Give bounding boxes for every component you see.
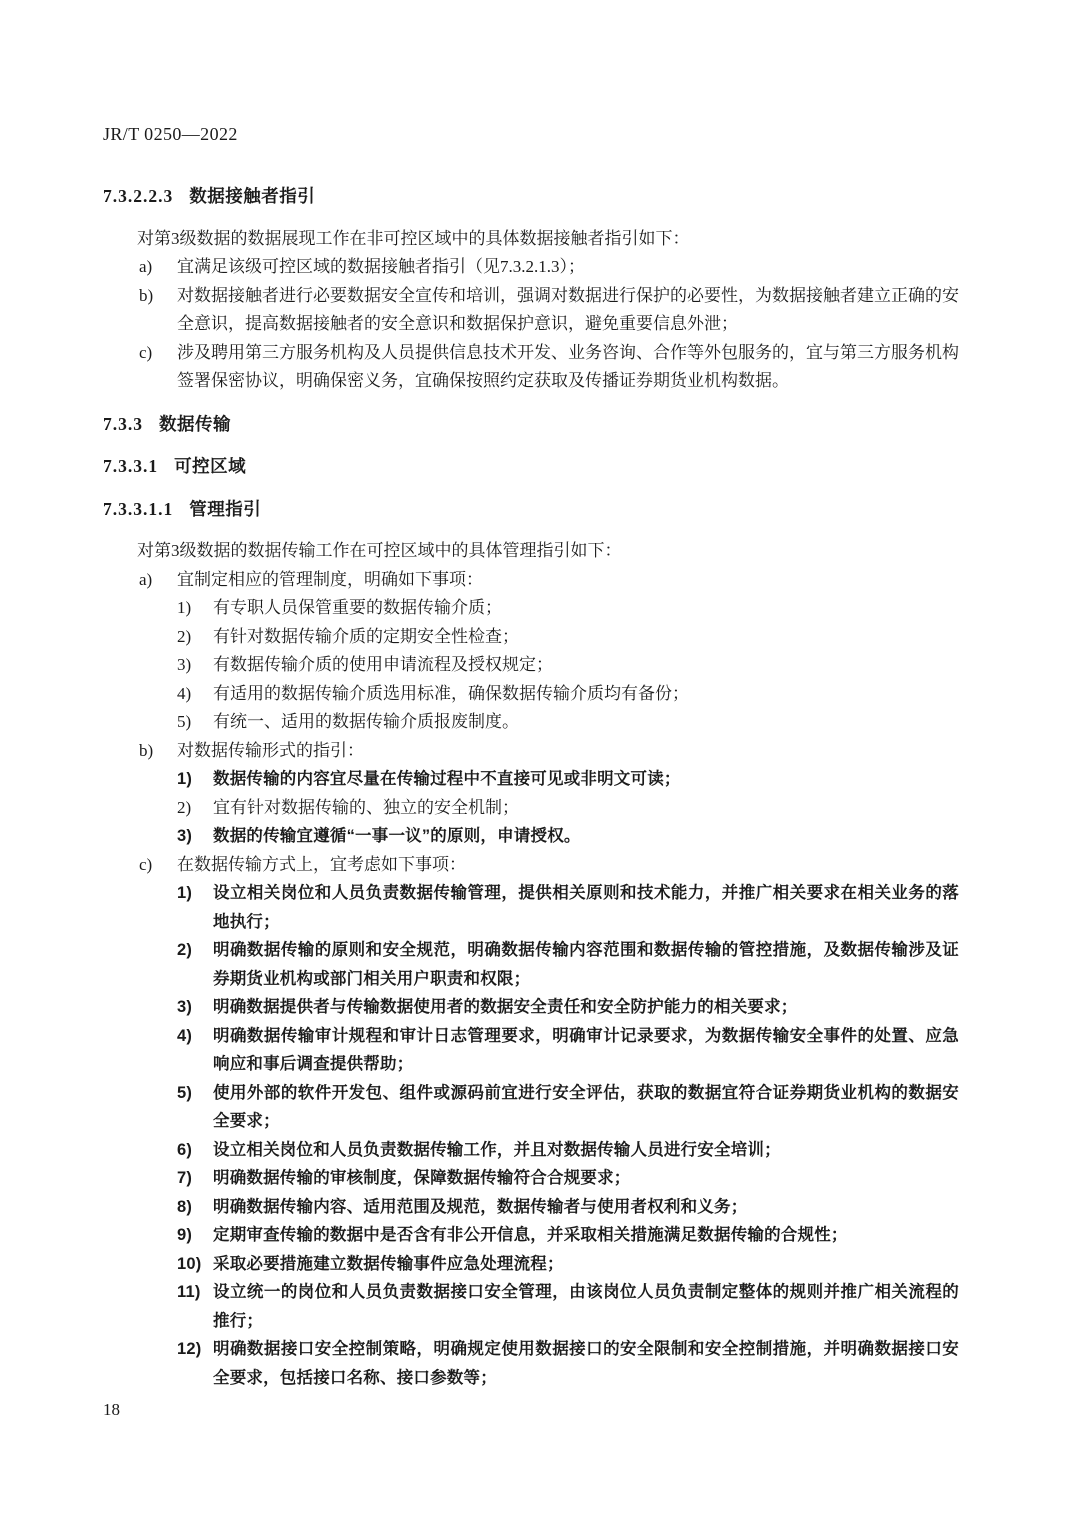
list-item — [103, 1335, 959, 1392]
page-number: 18 — [103, 1400, 120, 1419]
list-item-marker: b) — [139, 740, 154, 760]
list-item — [103, 851, 959, 880]
list-item-marker: 7) — [177, 1169, 193, 1187]
paragraph: 对第3级数据的数据展现工作在非可控区域中的具体数据接触者指引如下： — [137, 228, 690, 248]
list-item — [103, 1079, 959, 1136]
list-item-text: 设立相关岗位和人员负责数据传输工作，并且对数据传输人员进行安全培训； — [213, 1140, 781, 1159]
list-item — [103, 737, 959, 766]
list-item — [103, 566, 959, 595]
list-item-text: 有针对数据传输介质的定期安全性检查； — [213, 626, 519, 646]
list-item — [103, 936, 959, 993]
list-item-marker: b) — [139, 285, 154, 305]
list-item — [103, 765, 959, 794]
document-content — [103, 168, 959, 1392]
list-item-text: 明确数据接口安全控制策略，明确规定使用数据接口的安全限制和安全控制措施，并明确数据接口安全要求，包括接口名称、接口参数等； — [213, 1340, 959, 1387]
list-item-marker: c) — [139, 342, 153, 362]
section-number: 7.3.3 — [103, 413, 143, 434]
list-item-text: 宜制定相应的管理制度，明确如下事项： — [177, 569, 483, 589]
list-item-marker: a) — [139, 569, 153, 589]
section-number: 7.3.2.2.3 — [103, 186, 174, 206]
list-item — [103, 794, 959, 823]
list-item-text: 宜有针对数据传输的、独立的安全机制； — [213, 797, 519, 817]
list-item-marker: 3) — [177, 827, 193, 845]
list-item-text: 采取必要措施建立数据传输事件应急处理流程； — [213, 1254, 564, 1273]
list-item — [103, 339, 959, 396]
list-item — [103, 1136, 959, 1165]
list-item-marker: 4) — [177, 1026, 193, 1045]
list-item-text: 涉及聘用第三方服务机构及人员提供信息技术开发、业务咨询、合作等外包服务的，宜与第三方服务机构签署保密协议，明确保密义务，宜确保按照约定获取及传播证券期货业机构数据。 — [177, 342, 959, 390]
document-header: JR/T 0250—2022 — [103, 124, 238, 144]
paragraph: 对第3级数据的数据传输工作在可控区域中的具体管理指引如下： — [137, 541, 622, 560]
list-item-marker: 6) — [177, 1140, 193, 1159]
section-title: 管理指引 — [189, 498, 262, 519]
list-item-text: 对数据传输形式的指引： — [177, 740, 364, 760]
list-item-marker: 3) — [177, 998, 193, 1016]
list-item-marker: 10) — [177, 1254, 202, 1273]
list-item-text: 定期审查传输的数据中是否含有非公开信息，并采取相关措施满足数据传输的合规性； — [213, 1226, 848, 1244]
list-item — [103, 623, 959, 652]
list-item-text: 明确数据传输的原则和安全规范，明确数据传输内容范围和数据传输的管控措施，及数据传输涉及证券期货业机构或部门相关用户职责和权限； — [213, 941, 959, 988]
list-item-text: 有专职人员保管重要的数据传输介质； — [213, 598, 502, 617]
list-item-marker: 2) — [177, 797, 192, 817]
list-item-text: 明确数据提供者与传输数据使用者的数据安全责任和安全防护能力的相关要求； — [213, 998, 798, 1016]
list-item — [103, 708, 959, 737]
section-number: 7.3.3.1 — [103, 456, 159, 476]
list-item-marker: 4) — [177, 683, 192, 703]
list-item-marker: 2) — [177, 626, 192, 646]
list-item-marker: 1) — [177, 598, 192, 617]
list-item-text: 设立相关岗位和人员负责数据传输管理，提供相关原则和技术能力，并推广相关要求在相关业务的落地执行； — [213, 884, 959, 931]
list-item-marker: 1) — [177, 770, 193, 788]
list-item — [103, 651, 959, 680]
list-item-marker: 3) — [177, 655, 192, 674]
section-heading — [103, 452, 959, 481]
list-item-text: 明确数据传输审计规程和审计日志管理要求，明确审计记录要求，为数据传输安全事件的处置、应急响应和事后调查提供帮助； — [213, 1026, 959, 1073]
list-item-text: 有统一、适用的数据传输介质报废制度。 — [213, 712, 519, 731]
section-title: 可控区域 — [174, 456, 247, 476]
list-item-marker: a) — [139, 257, 153, 276]
list-item-marker: 12) — [177, 1340, 202, 1358]
list-item — [103, 1278, 959, 1335]
list-item — [103, 1022, 959, 1079]
section-heading — [103, 410, 959, 439]
list-item-text: 使用外部的软件开发包、组件或源码前宜进行安全评估，获取的数据宜符合证券期货业机构的数据安全要求； — [213, 1083, 959, 1130]
list-item — [103, 680, 959, 709]
page-footer — [103, 1400, 120, 1420]
list-item-text: 明确数据传输的审核制度，保障数据传输符合合规要求； — [213, 1169, 631, 1187]
list-item-text: 宜满足该级可控区域的数据接触者指引（见7.3.2.1.3）； — [177, 257, 585, 276]
list-item — [103, 1250, 959, 1279]
list-item-text: 数据传输的内容宜尽量在传输过程中不直接可见或非明文可读； — [213, 770, 681, 788]
list-item-marker: 2) — [177, 941, 193, 959]
list-item — [103, 1164, 959, 1193]
list-item — [103, 1221, 959, 1250]
list-item-text: 明确数据传输内容、适用范围及规范，数据传输者与使用者权利和义务； — [213, 1197, 748, 1216]
list-item-text: 有数据传输介质的使用申请流程及授权规定； — [213, 655, 553, 674]
list-item-marker: c) — [139, 854, 153, 874]
list-item — [103, 993, 959, 1022]
list-item — [103, 822, 959, 851]
list-item-marker: 9) — [177, 1226, 193, 1244]
list-item — [103, 253, 959, 282]
list-item — [103, 594, 959, 623]
list-item-text: 数据的传输宜遵循“一事一议”的原则，申请授权。 — [213, 827, 581, 845]
section-heading — [103, 182, 959, 211]
list-item — [103, 879, 959, 936]
list-item-marker: 5) — [177, 1083, 193, 1102]
list-item-text: 有适用的数据传输介质选用标准，确保数据传输介质均有备份； — [213, 683, 689, 703]
list-item — [103, 282, 959, 339]
list-item-marker: 5) — [177, 712, 192, 731]
list-item-text: 对数据接触者进行必要数据安全宣传和培训，强调对数据进行保护的必要性，为数据接触者建立正确的安全意识，提高数据接触者的安全意识和数据保护意识，避免重要信息外泄； — [177, 285, 959, 333]
list-item-marker: 8) — [177, 1197, 193, 1216]
list-item — [103, 1193, 959, 1222]
list-item-marker: 1) — [177, 884, 193, 902]
section-heading — [103, 495, 959, 524]
section-title: 数据传输 — [159, 413, 231, 434]
section-number: 7.3.3.1.1 — [103, 498, 174, 519]
list-item-text: 设立统一的岗位和人员负责数据接口安全管理，由该岗位人员负责制定整体的规则并推广相关流程的推行； — [213, 1283, 959, 1330]
section-title: 数据接触者指引 — [189, 186, 316, 206]
list-item-text: 在数据传输方式上，宜考虑如下事项： — [177, 854, 466, 874]
list-item-marker: 11) — [177, 1283, 201, 1301]
